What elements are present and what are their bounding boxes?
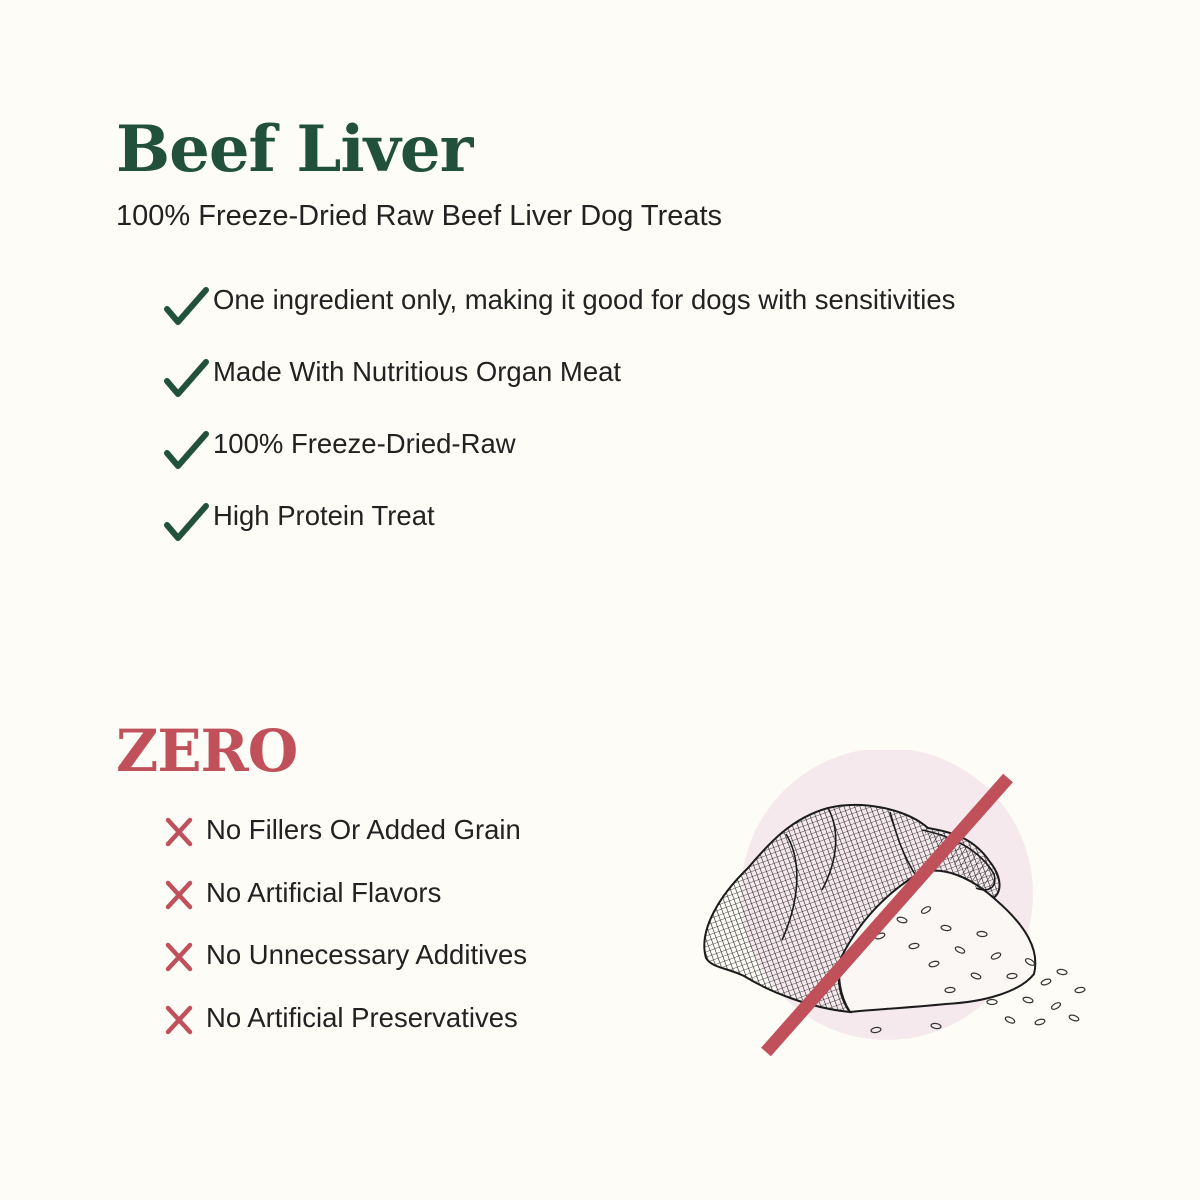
- checkmark-icon: [164, 284, 210, 330]
- benefit-label: High Protein Treat: [213, 500, 435, 531]
- cross-icon: [164, 816, 194, 848]
- exclusion-label: No Fillers Or Added Grain: [206, 814, 521, 845]
- checkmark-icon: [164, 428, 210, 474]
- benefit-label: 100% Freeze-Dried-Raw: [213, 428, 516, 459]
- exclusion-label: No Artificial Flavors: [206, 876, 442, 908]
- no-grain-illustration: [690, 750, 1110, 1070]
- cross-icon: [164, 879, 194, 911]
- zero-heading: ZERO: [116, 717, 298, 785]
- page-subtitle: 100% Freeze-Dried Raw Beef Liver Dog Treats: [116, 200, 723, 232]
- cross-icon: [164, 1004, 194, 1036]
- checkmark-icon: [164, 500, 210, 546]
- checkmark-icon: [164, 356, 210, 402]
- benefit-label: One ingredient only, making it good for dogs with sensitivities: [213, 284, 956, 315]
- exclusion-label: No Artificial Preservatives: [206, 1001, 518, 1033]
- cross-icon: [164, 941, 194, 973]
- exclusion-label: No Unnecessary Additives: [206, 939, 527, 970]
- page-title: Beef Liver: [116, 112, 473, 187]
- benefit-label: Made With Nutritious Organ Meat: [213, 356, 622, 387]
